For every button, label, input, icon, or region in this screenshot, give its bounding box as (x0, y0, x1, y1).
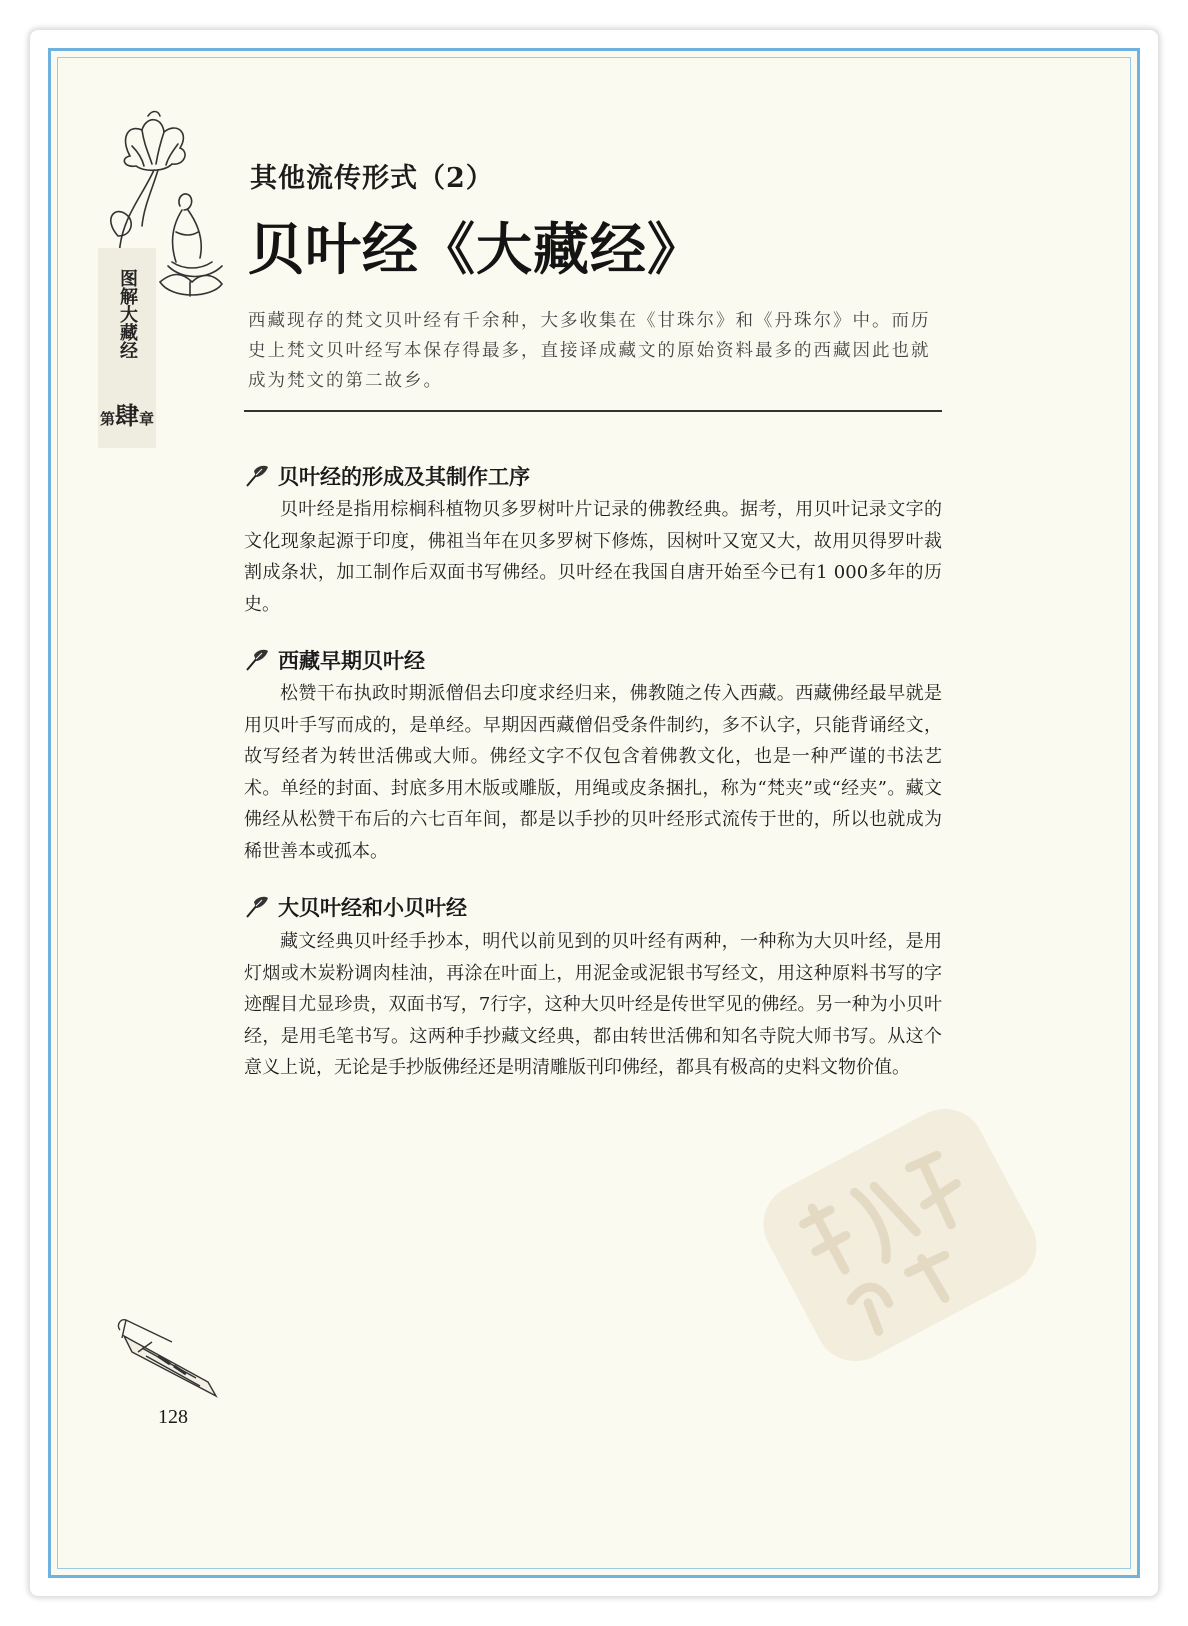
section-text-3: 藏文经典贝叶经手抄本，明代以前见到的贝叶经有两种，一种称为大贝叶经，是用灯烟或木炭粉调肉桂油，再涂在叶面上，用泥金或泥银书写经文，用这种原料书写的字迹醒目尤显珍贵，双面书写，7行字，这种大贝叶经是传世罕见的佛经。另一种为小贝叶经，是用毛笔书写。这两种手抄藏文经典，都由转世活佛和知名寺院大师书写。从这个意义上说，无论是手抄版佛经还是明清雕版刊印佛经，都具有极高的史料文物价值。 (244, 931, 942, 1078)
section-heading-2 (244, 645, 425, 675)
section-text-1: 贝叶经是指用棕榈科植物贝多罗树叶片记录的佛教经典。据考，用贝叶记录文字的文化现象起源于印度，佛祖当年在贝多罗树下修炼，因树叶又宽又大，故用贝得罗叶裁割成条状，加工制作后双面书写佛经。贝叶经在我国自唐开始至今已有1 000多年的历史。 (244, 499, 942, 615)
divider (244, 410, 942, 412)
section-title-1: 贝叶经的形成及其制作工序 (278, 465, 530, 489)
scroll-illustration-icon (112, 1308, 226, 1408)
section-heading-3 (244, 892, 467, 922)
book-title-vertical: 图解大藏经 (117, 269, 138, 359)
quill-icon (244, 894, 270, 920)
section-title-2: 西藏早期贝叶经 (278, 649, 425, 673)
quill-icon (244, 463, 270, 489)
chapter-side-tab (98, 248, 156, 448)
page-number: 128 (158, 1406, 188, 1428)
section-title-3: 大贝叶经和小贝叶经 (278, 896, 467, 920)
chapter-number: 肆 (115, 402, 139, 430)
chapter-marker (86, 396, 168, 431)
section-text-2: 松赞干布执政时期派僧侣去印度求经归来，佛教随之传入西藏。西藏佛经最早就是用贝叶手写而成的，是单经。早期因西藏僧侣受条件制约，多不认字，只能背诵经文，故写经者为转世活佛或大师。佛经文字不仅包含着佛教文化，也是一种严谨的书法艺术。单经的封面、封底多用木版或雕版，用绳或皮条捆扎，称为“梵夹”或“经夹”。藏文佛经从松赞干布后的六七百年间，都是以手抄的贝叶经形式流传于世的，所以也就成为稀世善本或孤本。 (244, 683, 942, 862)
page-title: 贝叶经《大藏经》 (248, 217, 704, 283)
intro-paragraph: 西藏现存的梵文贝叶经有千余种，大多收集在《甘珠尔》和《丹珠尔》中。而历史上梵文贝叶经写本保存得最多，直接译成藏文的原始资料最多的西藏因此也就成为梵文的第二故乡。 (248, 311, 931, 391)
section-heading-1 (244, 461, 530, 491)
chapter-prefix: 第 (99, 410, 115, 428)
page-subtitle: 其他流传形式（2） (250, 163, 494, 194)
quill-icon (244, 647, 270, 673)
seal-watermark-icon (740, 1090, 1060, 1380)
chapter-suffix: 章 (139, 410, 155, 428)
